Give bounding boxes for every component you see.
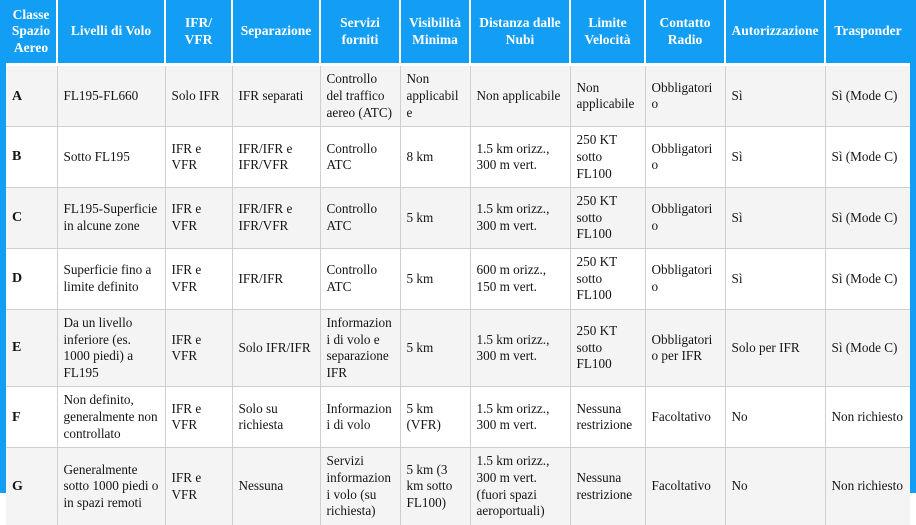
cell-limite-velocita: Non applicabile <box>570 65 645 127</box>
cell-limite-velocita: 250 KT sotto FL100 <box>570 249 645 310</box>
cell-ifr-vfr: Solo IFR <box>165 65 232 127</box>
table-header-row <box>6 0 910 65</box>
cell-trasponder: Sì (Mode C) <box>825 65 910 127</box>
cell-distanza-nubi: Non applicabile <box>470 65 570 127</box>
column-header-limite-velocita: Limite Velocità <box>570 0 645 65</box>
cell-classe: B <box>6 127 57 188</box>
cell-livelli: Non definito, generalmente non controllato <box>57 387 165 448</box>
column-header-trasponder: Trasponder <box>825 0 910 65</box>
cell-livelli: Generalmente sotto 1000 piedi o in spazi remoti <box>57 448 165 525</box>
cell-distanza-nubi: 1.5 km orizz., 300 m vert. <box>470 309 570 387</box>
cell-servizi: Servizi informazioni volo (su richiesta) <box>320 448 400 525</box>
cell-autorizzazione: Sì <box>725 65 825 127</box>
cell-classe: E <box>6 309 57 387</box>
cell-livelli: Da un livello inferiore (es. 1000 piedi) a FL195 <box>57 309 165 387</box>
cell-livelli: Sotto FL195 <box>57 127 165 188</box>
cell-visibilita: 5 km <box>400 309 470 387</box>
cell-distanza-nubi: 1.5 km orizz., 300 m vert. <box>470 188 570 249</box>
cell-distanza-nubi: 1.5 km orizz., 300 m vert. (fuori spazi aeroportuali) <box>470 448 570 525</box>
cell-autorizzazione: No <box>725 387 825 448</box>
cell-autorizzazione: Sì <box>725 249 825 310</box>
column-header-visibilita-minima: Visibilità Minima <box>400 0 470 65</box>
cell-servizi: Controllo ATC <box>320 127 400 188</box>
cell-classe: D <box>6 249 57 310</box>
table-row <box>6 249 910 310</box>
cell-contatto-radio: Facoltativo <box>645 448 725 525</box>
cell-ifr-vfr: IFR e VFR <box>165 127 232 188</box>
cell-separazione: Solo su richiesta <box>232 387 320 448</box>
cell-contatto-radio: Obbligatorio per IFR <box>645 309 725 387</box>
cell-distanza-nubi: 1.5 km orizz., 300 m vert. <box>470 127 570 188</box>
cell-visibilita: 5 km (VFR) <box>400 387 470 448</box>
cell-classe: C <box>6 188 57 249</box>
cell-servizi: Informazioni di volo <box>320 387 400 448</box>
cell-distanza-nubi: 600 m orizz., 150 m vert. <box>470 249 570 310</box>
cell-contatto-radio: Obbligatorio <box>645 249 725 310</box>
cell-ifr-vfr: IFR e VFR <box>165 309 232 387</box>
column-header-separazione: Separazione <box>232 0 320 65</box>
cell-separazione: Nessuna <box>232 448 320 525</box>
table-head <box>6 0 910 65</box>
cell-limite-velocita: 250 KT sotto FL100 <box>570 309 645 387</box>
cell-separazione: Solo IFR/IFR <box>232 309 320 387</box>
cell-limite-velocita: Nessuna restrizione <box>570 448 645 525</box>
table-row <box>6 65 910 127</box>
cell-servizi: Controllo ATC <box>320 188 400 249</box>
cell-trasponder: Sì (Mode C) <box>825 249 910 310</box>
cell-servizi: Controllo ATC <box>320 249 400 310</box>
cell-trasponder: Non richiesto <box>825 387 910 448</box>
cell-servizi: Informazioni di volo e separazione IFR <box>320 309 400 387</box>
table-row <box>6 127 910 188</box>
column-header-ifr-vfr: IFR/ VFR <box>165 0 232 65</box>
table-body <box>6 65 910 525</box>
cell-trasponder: Sì (Mode C) <box>825 127 910 188</box>
cell-livelli: Superficie fino a limite definito <box>57 249 165 310</box>
cell-limite-velocita: 250 KT sotto FL100 <box>570 127 645 188</box>
table-row <box>6 448 910 525</box>
cell-autorizzazione: Sì <box>725 188 825 249</box>
cell-servizi: Controllo del traffico aereo (ATC) <box>320 65 400 127</box>
table-row <box>6 309 910 387</box>
column-header-livelli-di-volo: Livelli di Volo <box>57 0 165 65</box>
cell-separazione: IFR/IFR e IFR/VFR <box>232 127 320 188</box>
cell-trasponder: Non richiesto <box>825 448 910 525</box>
cell-visibilita: 5 km (3 km sotto FL100) <box>400 448 470 525</box>
cell-limite-velocita: 250 KT sotto FL100 <box>570 188 645 249</box>
cell-trasponder: Sì (Mode C) <box>825 309 910 387</box>
table-row <box>6 387 910 448</box>
cell-distanza-nubi: 1.5 km orizz., 300 m vert. <box>470 387 570 448</box>
cell-visibilita: 5 km <box>400 188 470 249</box>
cell-separazione: IFR/IFR e IFR/VFR <box>232 188 320 249</box>
cell-contatto-radio: Obbligatorio <box>645 65 725 127</box>
cell-livelli: FL195-Superficie in alcune zone <box>57 188 165 249</box>
cell-ifr-vfr: IFR e VFR <box>165 448 232 525</box>
cell-trasponder: Sì (Mode C) <box>825 188 910 249</box>
cell-classe: F <box>6 387 57 448</box>
cell-visibilita: 8 km <box>400 127 470 188</box>
cell-separazione: IFR separati <box>232 65 320 127</box>
cell-autorizzazione: Solo per IFR <box>725 309 825 387</box>
cell-limite-velocita: Nessuna restrizione <box>570 387 645 448</box>
cell-autorizzazione: No <box>725 448 825 525</box>
column-header-servizi-forniti: Servizi forniti <box>320 0 400 65</box>
column-header-distanza-dalle-nubi: Distanza dalle Nubi <box>470 0 570 65</box>
cell-ifr-vfr: IFR e VFR <box>165 387 232 448</box>
airspace-classes-table <box>6 0 910 525</box>
cell-contatto-radio: Obbligatorio <box>645 127 725 188</box>
cell-classe: G <box>6 448 57 525</box>
cell-livelli: FL195-FL660 <box>57 65 165 127</box>
cell-contatto-radio: Facoltativo <box>645 387 725 448</box>
cell-visibilita: 5 km <box>400 249 470 310</box>
column-header-contatto-radio: Contatto Radio <box>645 0 725 65</box>
table-row <box>6 188 910 249</box>
cell-classe: A <box>6 65 57 127</box>
cell-ifr-vfr: IFR e VFR <box>165 188 232 249</box>
column-header-autorizzazione: Autorizzazione <box>725 0 825 65</box>
cell-contatto-radio: Obbligatorio <box>645 188 725 249</box>
cell-visibilita: Non applicabile <box>400 65 470 127</box>
cell-ifr-vfr: IFR e VFR <box>165 249 232 310</box>
cell-separazione: IFR/IFR <box>232 249 320 310</box>
column-header-classe-spazio-aereo: Classe Spazio Aereo <box>6 0 57 65</box>
cell-autorizzazione: Sì <box>725 127 825 188</box>
